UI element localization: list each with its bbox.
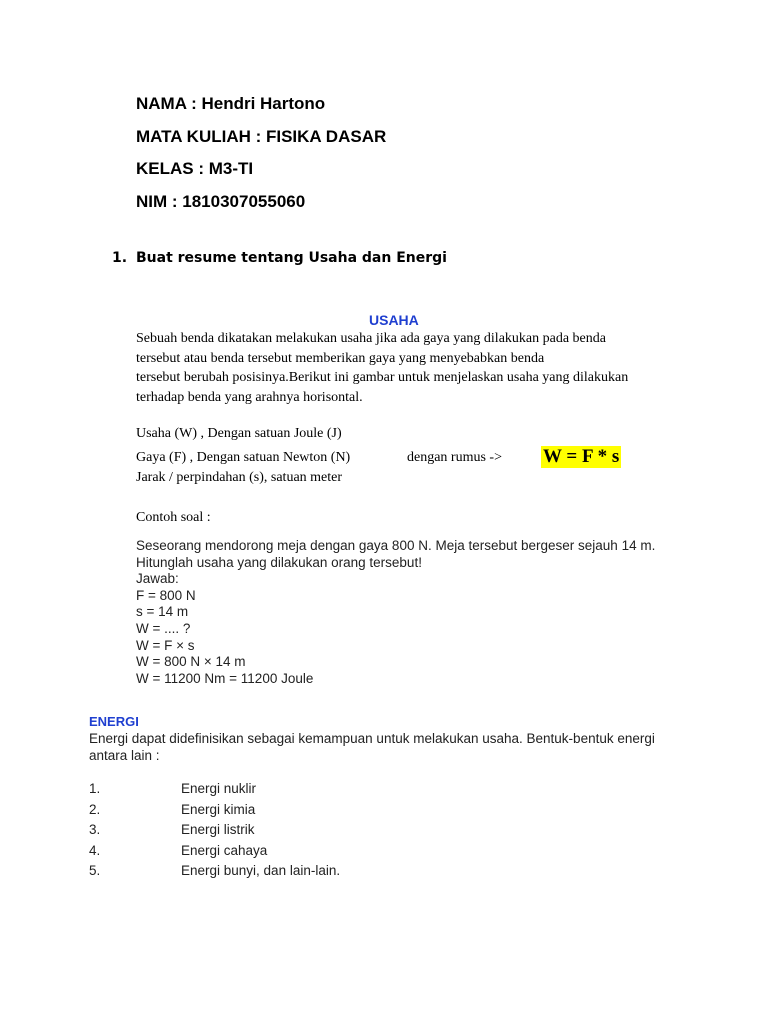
list-item-text: Energi cahaya [181, 842, 268, 858]
rumus-label: dengan rumus -> [407, 450, 502, 465]
example-line: W = 11200 Nm = 11200 Joule [136, 670, 314, 686]
example-line: W = .... ? [136, 620, 191, 636]
contoh-soal-label: Contoh soal : [136, 510, 211, 525]
nim-line: NIM : 1810307055060 [136, 192, 306, 211]
usaha-paragraph-line: Sebuah benda dikatakan melakukan usaha jika ada gaya yang dilakukan pada benda [136, 331, 606, 346]
usaha-paragraph-line: tersebut atau benda tersebut memberikan gaya yang menyebabkan benda [136, 350, 545, 366]
example-line: s = 14 m [136, 604, 189, 620]
example-block [136, 538, 655, 687]
list-item-number: 1. [89, 781, 101, 796]
formula-highlight: W = F * s [543, 446, 620, 467]
list-item-number: 2. [89, 801, 101, 817]
example-line: F = 800 N [136, 587, 196, 603]
list-item-number: 4. [89, 842, 101, 858]
usaha-paragraph-line: terhadap benda yang arahnya horisontal. [136, 389, 363, 405]
task-text: Buat resume tentang Usaha dan Energi [136, 250, 447, 266]
def-usaha: Usaha (W) , Dengan satuan Joule (J) [136, 426, 342, 441]
def-jarak: Jarak / perpindahan (s), satuan meter [136, 470, 343, 485]
list-item-number: 3. [89, 822, 101, 837]
list-item-number: 5. [89, 863, 101, 878]
nama-line: NAMA : Hendri Hartono [136, 94, 326, 113]
energi-title: ENERGI [89, 714, 139, 729]
example-line: Hitunglah usaha yang dilakukan orang tersebut! [136, 554, 422, 570]
usaha-paragraph [136, 329, 628, 407]
def-gaya: Gaya (F) , Dengan satuan Newton (N) [136, 450, 351, 465]
list-item-text: Energi listrik [181, 822, 255, 837]
list-item-text: Energi bunyi, dan lain-lain. [181, 863, 341, 878]
energi-description-line: Energi dapat didefinisikan sebagai kemampuan untuk melakukan usaha. Bentuk-bentuk energi [89, 731, 655, 746]
energi-description-line: antara lain : [89, 747, 160, 763]
energi-description [89, 731, 655, 764]
example-line: W = F × s [136, 637, 195, 653]
list-item-text: Energi nuklir [181, 781, 257, 796]
task-number: 1. [112, 250, 128, 266]
mata-kuliah-line: MATA KULIAH : FISIKA DASAR [136, 127, 387, 146]
example-line: W = 800 N × 14 m [136, 654, 246, 670]
example-line: Seseorang mendorong meja dengan gaya 800 N. Meja tersebut bergeser sejauh 14 m. [136, 538, 656, 553]
usaha-title: USAHA [369, 312, 419, 328]
example-line: Jawab: [136, 571, 179, 587]
kelas-line: KELAS : M3-TI [136, 159, 254, 178]
usaha-paragraph-line: tersebut berubah posisinya.Berikut ini gambar untuk menjelaskan usaha yang dilakukan [136, 370, 629, 386]
list-item-text: Energi kimia [181, 801, 256, 817]
